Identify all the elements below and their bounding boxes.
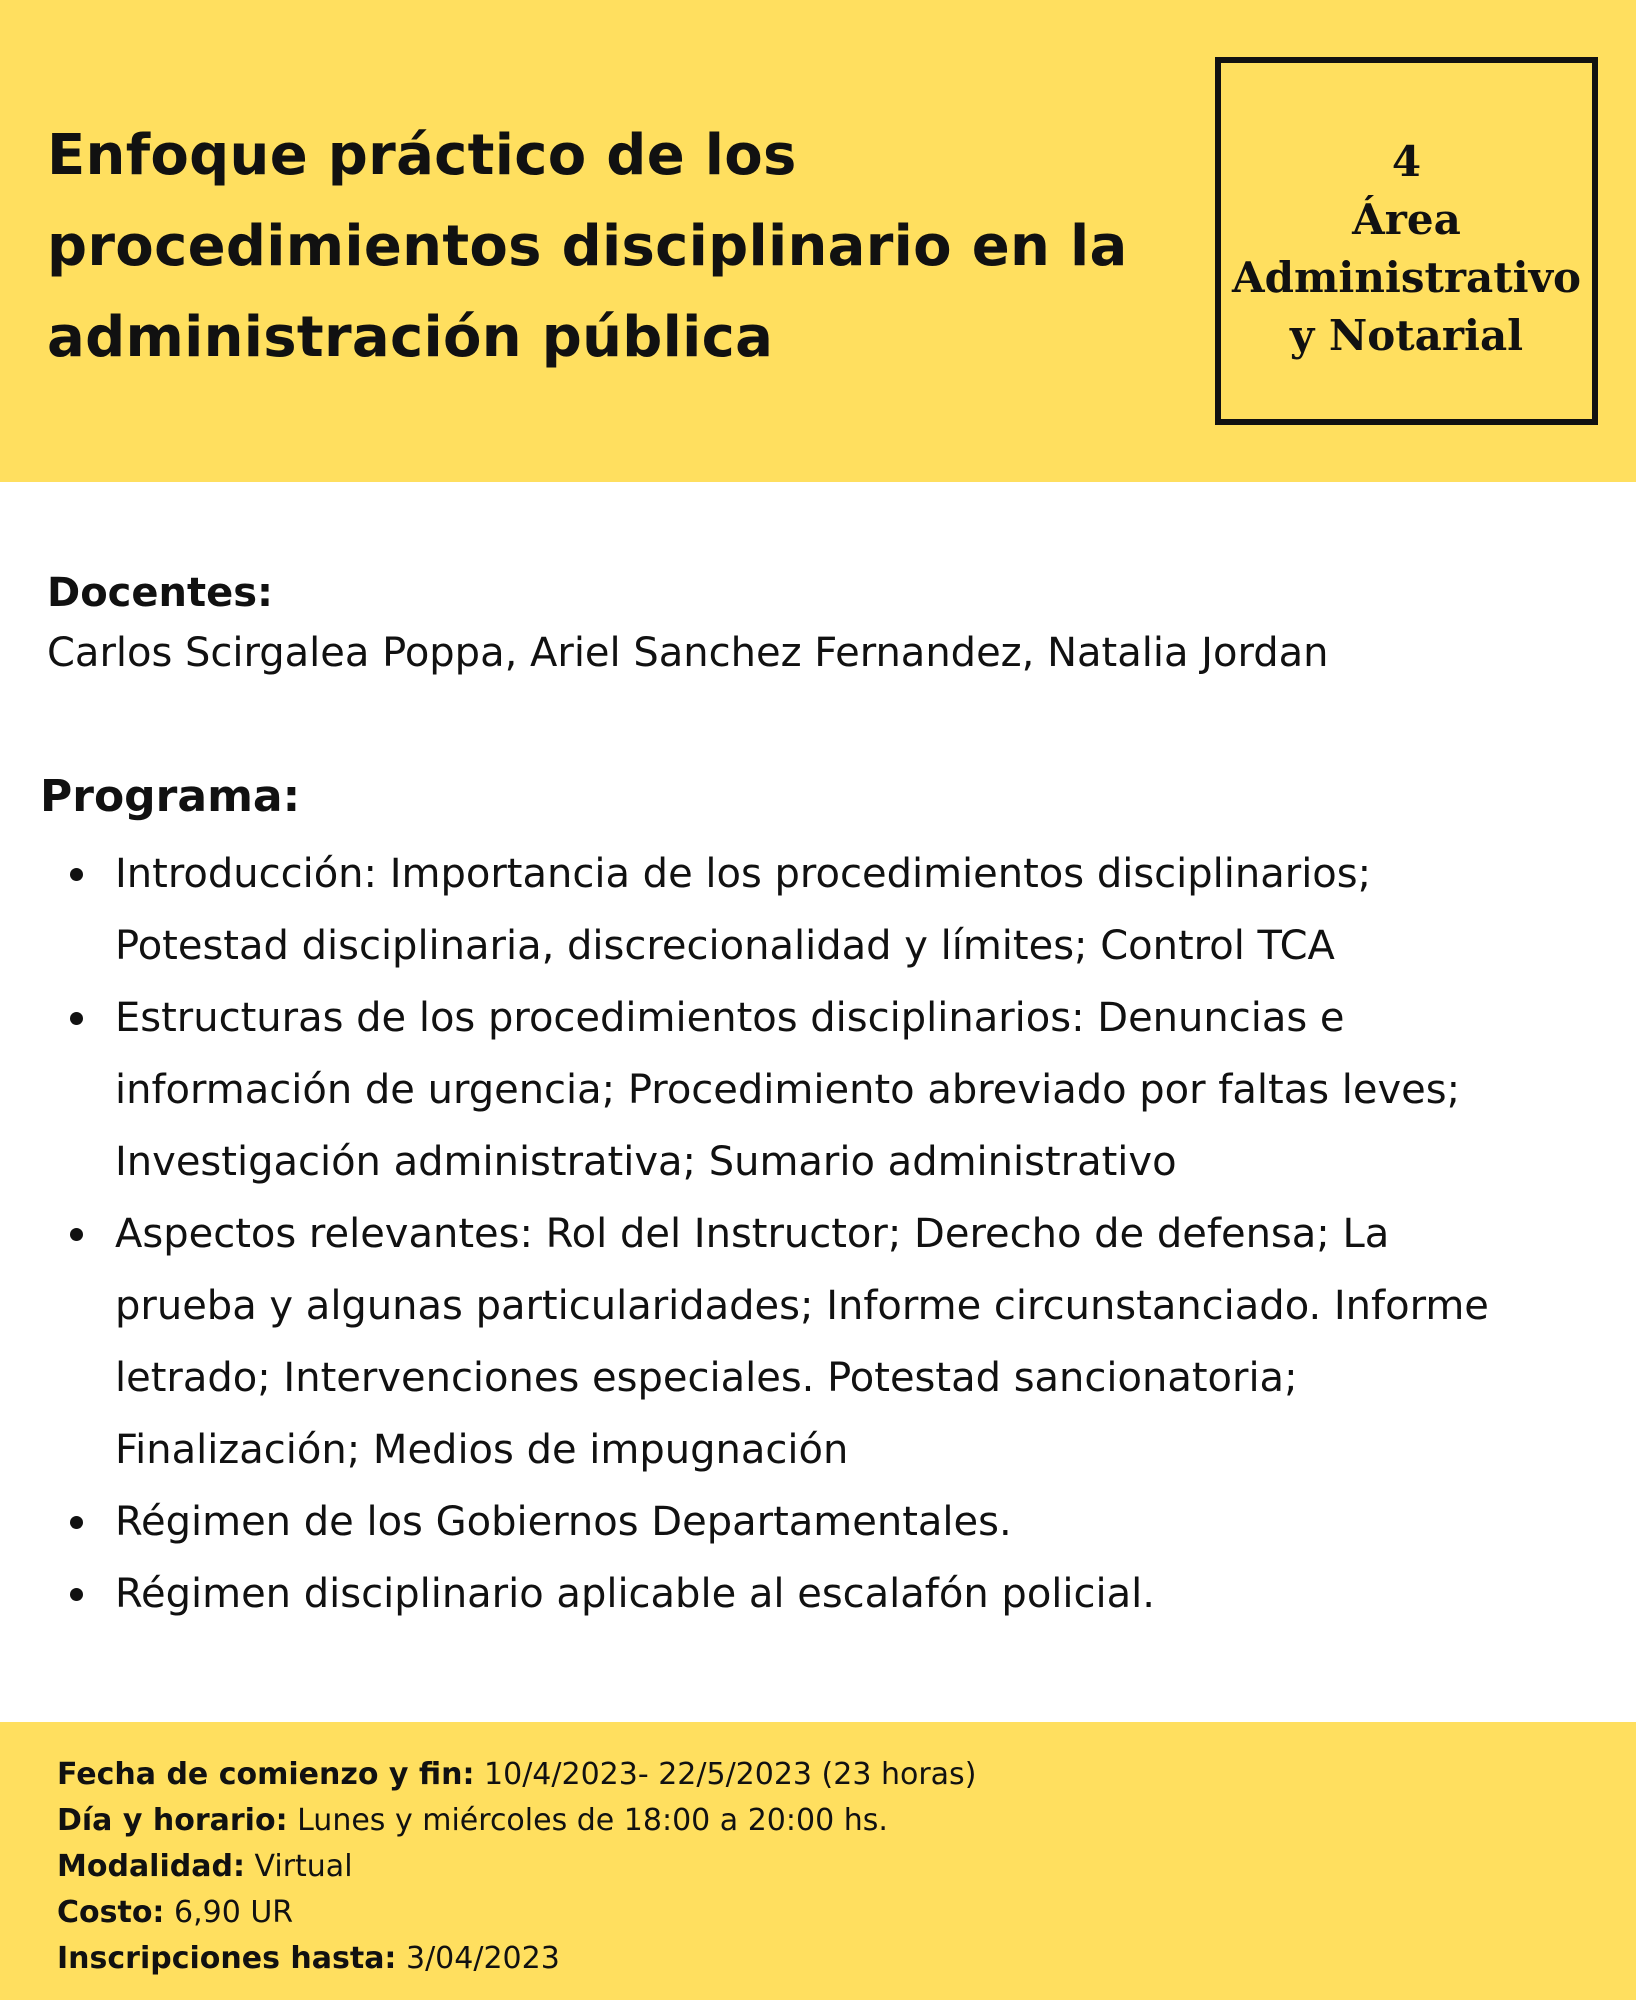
list-item-line: Introducción: Importancia de los procedimientos disciplinarios; [115,851,1372,897]
list-item-line: Aspectos relevantes: Rol del Instructor; Derecho de defensa; La [115,1211,1390,1257]
title-line: administración pública [47,305,774,370]
info-footer [0,1722,1636,2000]
programa-list [0,838,1636,1630]
info-costo [57,1890,976,1936]
area-number: 4 [1391,137,1422,186]
list-item-line: Régimen de los Gobiernos Departamentales. [115,1499,1012,1545]
info-inscripciones [57,1936,976,1982]
docentes-heading: Docentes: [47,570,274,616]
info-label: Fecha de comienzo y fin: [57,1757,475,1792]
list-item-line: Potestad disciplinaria, discrecionalidad y límites; Control TCA [115,923,1335,969]
info-label: Día y horario: [57,1803,288,1838]
list-item-line: Finalización; Medios de impugnación [115,1427,849,1473]
title-line: procedimientos disciplinario en la [47,214,1128,279]
info-label: Inscripciones hasta: [57,1941,397,1976]
list-item [0,1486,1636,1558]
list-item [0,1558,1636,1630]
bullet-icon [70,1588,83,1601]
list-item-line: prueba y algunas particularidades; Informe circunstanciado. Informe [115,1283,1489,1329]
info-value: Virtual [254,1849,353,1884]
list-item [0,838,1636,982]
title-line: Enfoque práctico de los [47,123,797,188]
bullet-icon [70,1012,83,1025]
list-item-line: letrado; Intervenciones especiales. Potestad sancionatoria; [115,1355,1298,1401]
info-modalidad [57,1844,976,1890]
area-line: Área [1352,195,1461,244]
area-badge [1215,57,1598,425]
list-item-line: Régimen disciplinario aplicable al escalafón policial. [115,1571,1155,1617]
bullet-icon [70,868,83,881]
area-line: y Notarial [1289,311,1524,360]
header-banner [0,0,1636,482]
programa-heading: Programa: [40,771,301,822]
bullet-icon [70,1228,83,1241]
list-item-line: Investigación administrativa; Sumario administrativo [115,1139,1177,1185]
list-item-line: Estructuras de los procedimientos disciplinarios: Denuncias e [115,995,1345,1041]
info-value: 10/4/2023- 22/5/2023 (23 horas) [484,1757,977,1792]
info-value: 6,90 UR [173,1895,294,1930]
list-item-line: información de urgencia; Procedimiento abreviado por faltas leves; [115,1067,1461,1113]
info-value: Lunes y miércoles de 18:00 a 20:00 hs. [297,1803,888,1838]
info-horario [57,1798,976,1844]
info-fecha [57,1752,976,1798]
bullet-icon [70,1516,83,1529]
list-item [0,1198,1636,1486]
info-label: Costo: [57,1895,165,1930]
info-label: Modalidad: [57,1849,245,1884]
page-title [47,110,1177,383]
area-line: Administrativo [1231,253,1581,302]
info-list [57,1752,976,1982]
docentes-names: Carlos Scirgalea Poppa, Ariel Sanchez Fernandez, Natalia Jordan [47,630,1329,676]
list-item [0,982,1636,1198]
info-value: 3/04/2023 [405,1941,560,1976]
